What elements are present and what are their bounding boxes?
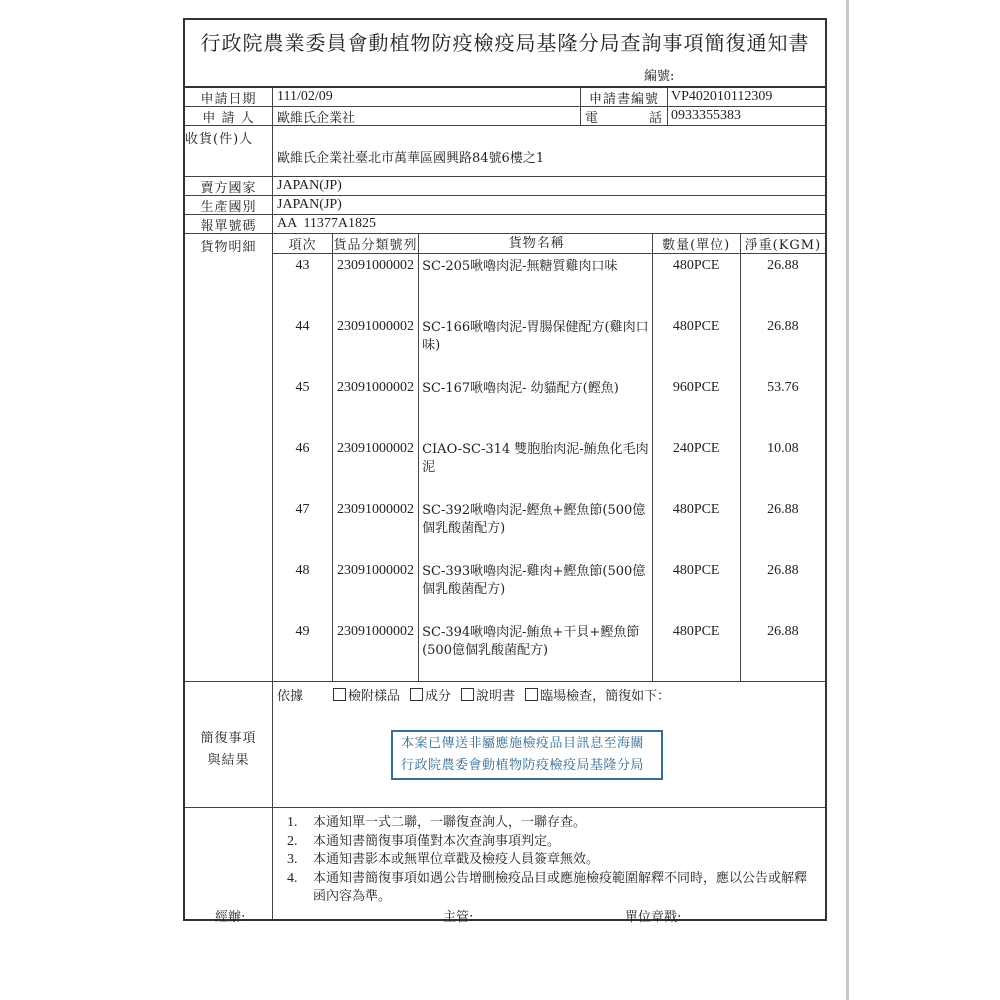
note-text: 本通知書簡復事項僅對本次查詢事項判定。 <box>313 833 561 849</box>
item-no: 43 <box>273 254 332 316</box>
item-no: 47 <box>273 498 332 559</box>
item-goods-name: SC-394啾嚕肉泥-鮪魚+干貝+鰹魚節(500億個乳酸菌配方) <box>419 620 652 681</box>
seller-country-value: JAPAN(JP) <box>277 178 342 193</box>
item-quantity: 480PCE <box>652 559 740 620</box>
col-header-hs-code: 貨品分類號列 <box>332 234 418 254</box>
checkbox-onsite-inspection-label: 臨場檢查，簡復如下： <box>540 689 671 704</box>
stamp-line2: 行政院農委會動植物防疫檢疫局基隆分局 <box>401 758 645 773</box>
item-hs-code: 23091000002 <box>332 254 418 316</box>
scan-page-edge <box>846 0 849 1000</box>
declaration-no-value: AA 11377A1825 <box>277 216 377 231</box>
document-title: 行政院農業委員會動植物防疫檢疫局基隆分局查詢事項簡復通知書 <box>200 30 810 55</box>
items-table <box>273 234 825 681</box>
col-header-quantity: 數量(單位) <box>652 234 740 254</box>
item-hs-code: 23091000002 <box>332 559 418 620</box>
note-number: 4. <box>287 870 298 886</box>
result-body <box>273 682 825 807</box>
item-net-weight: 53.76 <box>767 380 799 395</box>
note-item <box>287 870 825 907</box>
table-row <box>273 620 825 681</box>
item-net-weight: 26.88 <box>767 319 799 334</box>
result-section-label <box>185 682 273 807</box>
notice-form <box>183 18 827 921</box>
checkbox-sample-label: 檢附樣品 <box>348 689 401 704</box>
phone-value: 0933355383 <box>671 108 741 123</box>
seller-country-label: 賣方國家 <box>185 177 273 195</box>
item-quantity: 480PCE <box>652 315 740 376</box>
item-hs-code: 23091000002 <box>332 376 418 437</box>
item-no: 48 <box>273 559 332 620</box>
items-section-label: 貨物明細 <box>185 234 273 681</box>
stamp-line1: 本案已傳送非屬應施檢疫品目訊息至海關 <box>401 736 645 751</box>
notes-label-cell <box>185 808 273 919</box>
checkbox-box-icon <box>410 688 423 701</box>
supervisor-signature-label: 主管: <box>443 910 474 925</box>
item-no: 44 <box>273 315 332 376</box>
result-label-line1: 簡復事項 <box>200 730 257 746</box>
handler-signature-label: 經辦: <box>215 910 246 925</box>
item-goods-name: SC-167啾嚕肉泥- 幼貓配方(鰹魚) <box>419 376 652 437</box>
application-no-label: 申請書編號 <box>580 88 668 106</box>
row-application-date <box>185 88 825 107</box>
checkbox-box-icon <box>525 688 538 701</box>
notes-list <box>273 808 825 919</box>
table-row <box>273 254 825 316</box>
item-hs-code: 23091000002 <box>332 437 418 498</box>
item-goods-name: SC-392啾嚕肉泥-鰹魚+鰹魚節(500億個乳酸菌配方) <box>419 498 652 559</box>
item-net-weight: 26.88 <box>767 258 799 273</box>
basis-line <box>277 685 680 704</box>
col-header-item-no: 項次 <box>273 234 332 254</box>
applicant-value: 歐維氏企業社 <box>277 110 356 126</box>
note-number: 1. <box>287 815 298 830</box>
origin-country-value: JAPAN(JP) <box>277 197 342 212</box>
item-quantity: 480PCE <box>652 498 740 559</box>
note-item <box>287 814 825 833</box>
item-goods-name: SC-166啾嚕肉泥-胃腸保健配方(雞肉口味) <box>419 315 652 376</box>
phone-label <box>580 107 668 125</box>
item-net-weight: 26.88 <box>767 563 799 578</box>
consignee-label: 收貨(件)人 <box>185 126 273 176</box>
item-quantity: 480PCE <box>652 620 740 681</box>
application-date-label: 申請日期 <box>185 88 273 106</box>
table-row <box>273 559 825 620</box>
note-item <box>287 833 825 852</box>
result-label-line2: 與結果 <box>207 752 250 768</box>
note-number: 3. <box>287 852 298 867</box>
basis-label: 依據 <box>277 689 304 704</box>
item-net-weight: 26.88 <box>767 624 799 639</box>
item-quantity: 240PCE <box>652 437 740 498</box>
note-item <box>287 851 825 870</box>
items-section <box>185 234 825 682</box>
col-header-net-weight: 淨重(KGM) <box>740 234 825 254</box>
checkbox-box-icon <box>333 688 346 701</box>
row-origin-country <box>185 196 825 215</box>
consignee-value: 歐維氏企業社臺北市萬華區國興路84號6樓之1 <box>277 150 545 166</box>
item-quantity: 480PCE <box>652 254 740 316</box>
checkbox-ingredients[interactable] <box>410 685 451 704</box>
col-header-goods-name: 貨物名稱 <box>419 234 652 254</box>
item-goods-name: CIAO-SC-314 雙胞胎肉泥-鮪魚化毛肉泥 <box>419 437 652 498</box>
table-row <box>273 498 825 559</box>
table-row <box>273 437 825 498</box>
checkbox-sample[interactable] <box>333 685 400 704</box>
row-seller-country <box>185 177 825 196</box>
row-declaration-no <box>185 215 825 234</box>
applicant-label: 申 請 人 <box>185 107 273 125</box>
item-no: 46 <box>273 437 332 498</box>
item-net-weight: 10.08 <box>767 441 799 456</box>
document-number-label: 編號: <box>644 69 675 84</box>
origin-country-label: 生產國別 <box>185 196 273 214</box>
items-header-row <box>273 234 825 254</box>
checkbox-ingredients-label: 成分 <box>425 689 452 704</box>
item-no: 45 <box>273 376 332 437</box>
item-quantity: 960PCE <box>652 376 740 437</box>
result-section <box>185 682 825 808</box>
document-number-row <box>185 62 825 88</box>
application-no-value: VP402010112309 <box>671 89 773 104</box>
table-row <box>273 315 825 376</box>
note-number: 2. <box>287 833 298 849</box>
row-consignee <box>185 126 825 177</box>
item-goods-name: SC-393啾嚕肉泥-雞肉+鰹魚節(500億個乳酸菌配方) <box>419 559 652 620</box>
row-applicant <box>185 107 825 126</box>
note-text: 本通知單一式二聯，一聯復查詢人，一聯存查。 <box>313 815 587 830</box>
item-net-weight: 26.88 <box>767 502 799 517</box>
note-text: 本通知書簡復事項如遇公告增刪檢疫品目或應施檢疫範圍解釋不同時，應以公告或解釋函內容為準。 <box>313 870 808 904</box>
item-hs-code: 23091000002 <box>332 620 418 681</box>
item-no: 49 <box>273 620 332 681</box>
note-text: 本通知書影本或無單位章戳及檢疫人員簽章無效。 <box>313 852 600 867</box>
checkbox-manual[interactable] <box>461 685 515 704</box>
checkbox-manual-label: 說明書 <box>476 689 516 704</box>
checkbox-onsite-inspection[interactable] <box>525 685 670 704</box>
application-date-value: 111/02/09 <box>277 89 333 104</box>
table-row <box>273 376 825 437</box>
item-goods-name: SC-205啾嚕肉泥-無糖質雞肉口味 <box>419 254 652 316</box>
phone-label-left: 電 <box>585 110 600 126</box>
phone-label-right: 話 <box>648 110 663 126</box>
official-stamp <box>391 730 663 780</box>
unit-seal-label: 單位章戳: <box>625 910 682 925</box>
item-hs-code: 23091000002 <box>332 315 418 376</box>
notes-section <box>185 808 825 919</box>
item-hs-code: 23091000002 <box>332 498 418 559</box>
checkbox-box-icon <box>461 688 474 701</box>
declaration-no-label: 報單號碼 <box>185 215 273 233</box>
